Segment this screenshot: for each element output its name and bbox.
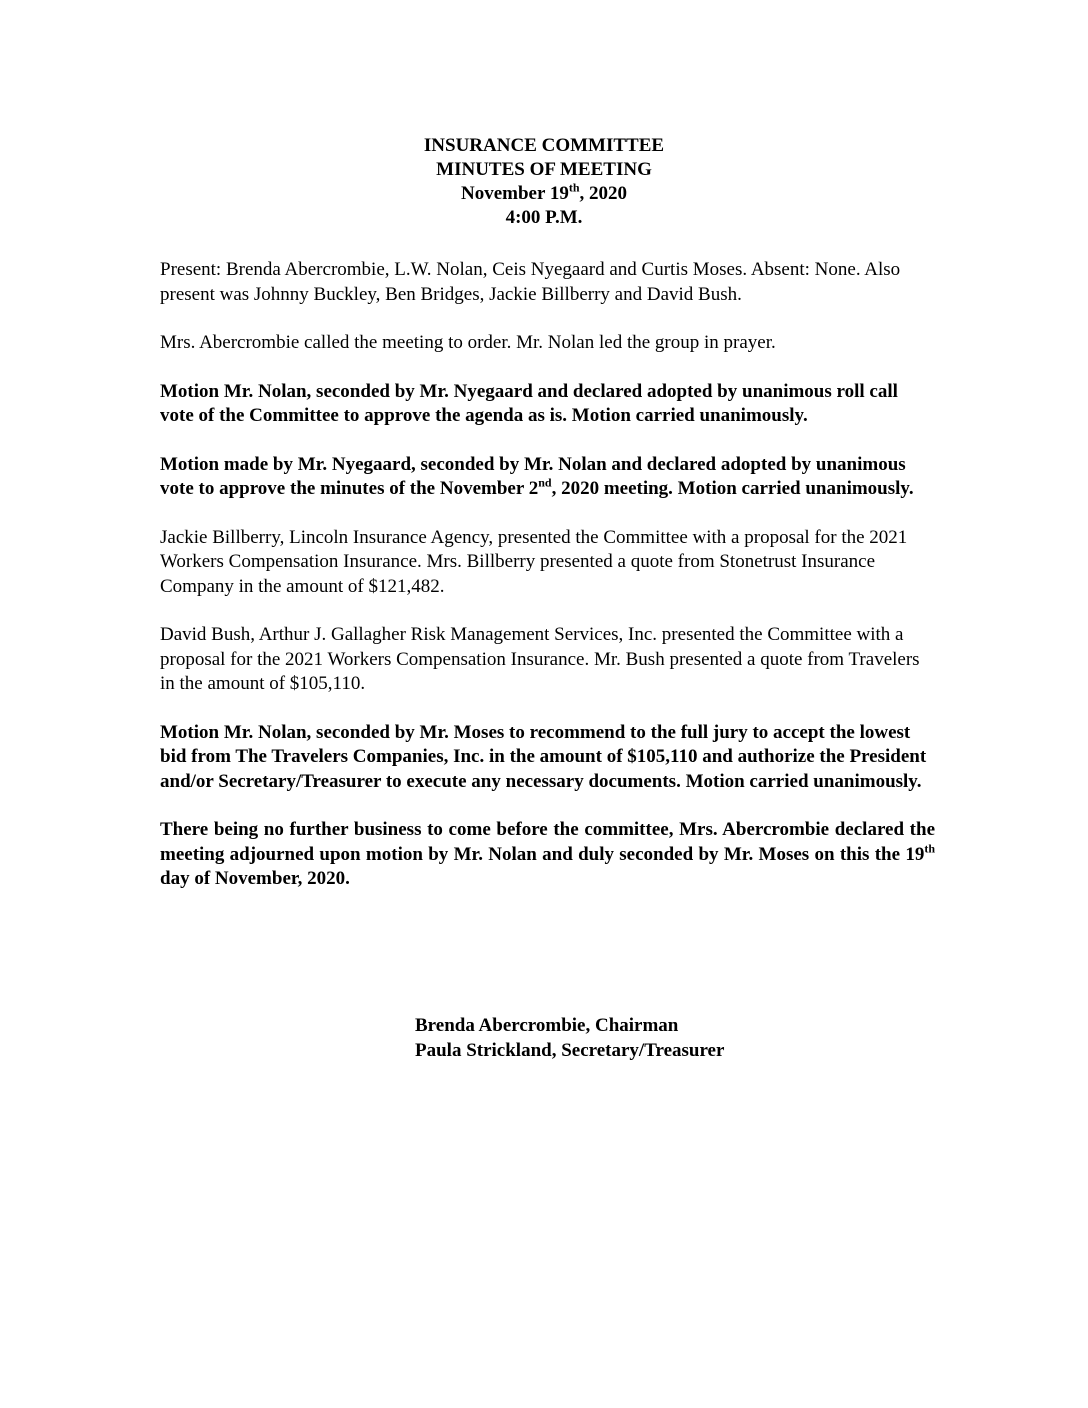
header-time: 4:00 P.M.	[505, 207, 583, 228]
minutes-body	[160, 258, 935, 916]
header-date-year: , 2020	[579, 183, 627, 204]
adjourn-suffix: th	[924, 841, 935, 856]
signature-secretary: Paula Strickland, Secretary/Treasurer	[415, 1040, 725, 1061]
signature-block	[415, 1013, 724, 1063]
adjourn-text-b: day of November, 2020.	[160, 868, 350, 889]
header-date	[0, 182, 1088, 206]
present-paragraph: Present: Brenda Abercrombie, L.W. Nolan, Ceis Nyegaard and Curtis Moses. Absent: None. Also present was Johnny Buckley, Ben Bridges, Jackie Billberry and David Bush.	[160, 259, 901, 305]
motion-minutes-suffix: nd	[538, 475, 552, 490]
billberry-paragraph: Jackie Billberry, Lincoln Insurance Agency, presented the Committee with a proposal for the 2021 Workers Compensation Insurance. Mrs. Billberry presented a quote from Stonetrust Insurance Company in the amount of $121,482.	[160, 526, 908, 597]
document-header	[0, 134, 1088, 230]
call-to-order-paragraph: Mrs. Abercrombie called the meeting to order. Mr. Nolan led the group in prayer.	[160, 332, 776, 353]
header-subtitle: MINUTES OF MEETING	[436, 159, 652, 180]
header-date-suffix: th	[568, 180, 580, 195]
motion-agenda-paragraph: Motion Mr. Nolan, seconded by Mr. Nyegaard and declared adopted by unanimous roll call vote of the Committee to approve the agenda as is. Motion carried unanimously.	[160, 380, 898, 426]
motion-minutes-text-b: , 2020 meeting. Motion carried unanimously.	[551, 478, 914, 499]
motion-minutes-paragraph	[160, 453, 935, 502]
header-title: INSURANCE COMMITTEE	[423, 135, 665, 156]
header-date-month-day: November 19	[461, 183, 569, 204]
adjourn-text-a: There being no further business to come before the committee, Mrs. Abercrombie declared the meeting adjourned upon motion by Mr. Nolan and duly seconded by Mr. Moses on this the 19	[160, 819, 935, 865]
motion-minutes-text-a: Motion made by Mr. Nyegaard, seconded by Mr. Nolan and declared adopted by unanimous vote to approve the minutes of the November 2	[160, 453, 906, 499]
signature-chairman: Brenda Abercrombie, Chairman	[415, 1015, 679, 1036]
bush-paragraph: David Bush, Arthur J. Gallagher Risk Management Services, Inc. presented the Committee with a proposal for the 2021 Workers Compensation Insurance. Mr. Bush presented a quote from Travelers in the amount of $105,110.	[160, 624, 920, 694]
adjourn-paragraph	[160, 818, 935, 892]
motion-travelers-paragraph: Motion Mr. Nolan, seconded by Mr. Moses to recommend to the full jury to accept the lowest bid from The Travelers Companies, Inc. in the amount of $105,110 and authorize the President and/or Secretary/Treasurer to execute any necessary documents. Motion carried unanimously.	[160, 721, 927, 792]
